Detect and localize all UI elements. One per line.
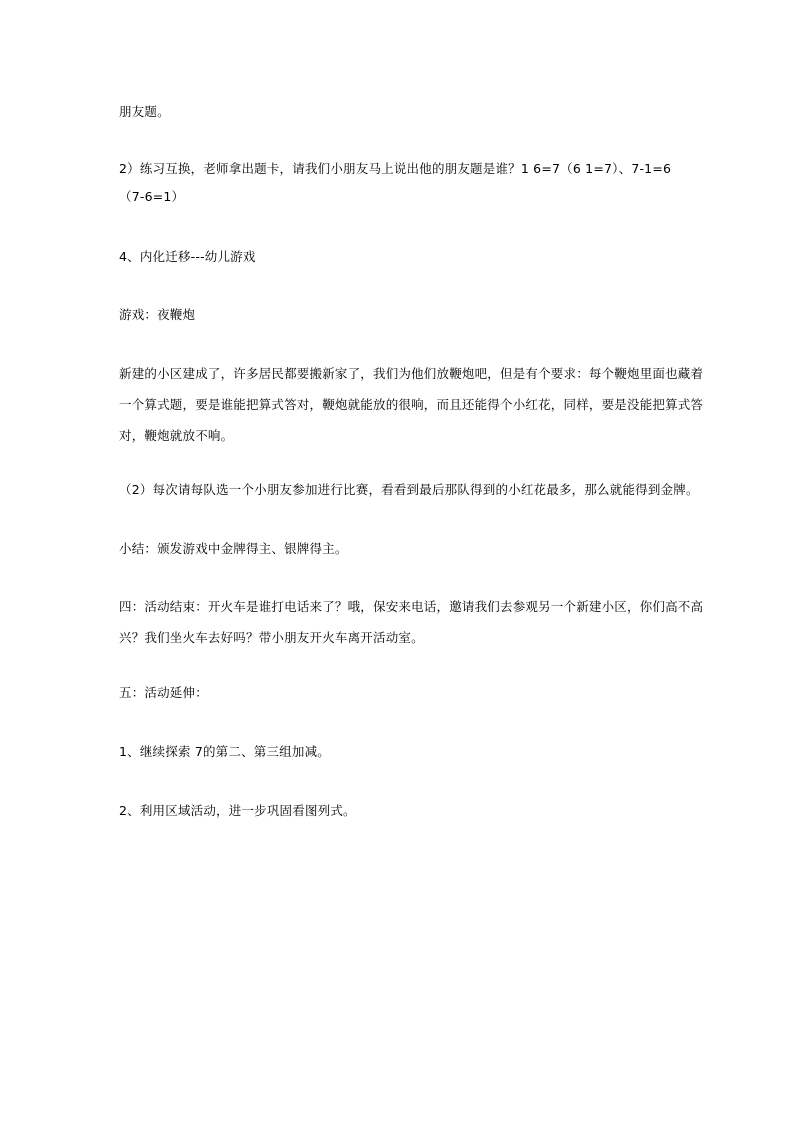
text-line: 兴？我们坐火车去好吗？带小朋友开火车离开活动室。 <box>119 630 424 645</box>
paragraph-practice-exchange <box>119 155 679 211</box>
section-heading-internalize <box>119 241 679 272</box>
text-line: 五：活动延伸： <box>119 685 208 700</box>
text-line: 游戏：夜鞭炮 <box>119 307 196 322</box>
text-line: （7-6=1） <box>119 189 185 204</box>
paragraph-competition-rule <box>119 474 699 505</box>
section-heading-extension <box>119 677 679 708</box>
text-line: 一个算式题，要是谁能把算式答对，鞭炮就能放的很响，而且还能得个小红花，同样，要是没能把算式答 <box>119 397 704 412</box>
text-line: （2）每次请每队选一个小朋友参加进行比赛，看看到最后那队得到的小红花最多，那么就能得到金牌。 <box>119 482 699 497</box>
paragraph-summary <box>119 533 679 564</box>
text-line: 新建的小区建成了，许多居民都要搬新家了，我们为他们放鞭炮吧，但是有个要求：每个鞭炮里面也藏着 <box>119 366 704 381</box>
extension-item-1 <box>119 736 679 767</box>
text-line: 朋友题。 <box>119 104 170 119</box>
text-line: 2）练习互换，老师拿出题卡，请我们小朋友马上说出他的朋友题是谁？1 6=7（6 1=7）、7-1=6 <box>119 161 672 176</box>
paragraph-friend-problem-end <box>119 96 679 127</box>
extension-item-2 <box>119 795 679 826</box>
text-line: 4、内化迁移---幼儿游戏 <box>119 249 256 264</box>
text-line: 1、继续探索 7的第二、第三组加减。 <box>119 744 330 759</box>
paragraph-game-description <box>119 358 704 451</box>
paragraph-activity-end <box>119 591 704 653</box>
text-line: 小结：颁发游戏中金牌得主、银牌得主。 <box>119 541 348 556</box>
text-line: 对，鞭炮就放不响。 <box>119 428 234 443</box>
text-line: 四：活动结束：开火车是谁打电话来了？哦，保安来电话，邀请我们去参观另一个新建小区，你们高不高 <box>119 599 704 614</box>
game-title <box>119 299 679 330</box>
text-line: 2、利用区域活动，进一步巩固看图列式。 <box>119 803 356 818</box>
